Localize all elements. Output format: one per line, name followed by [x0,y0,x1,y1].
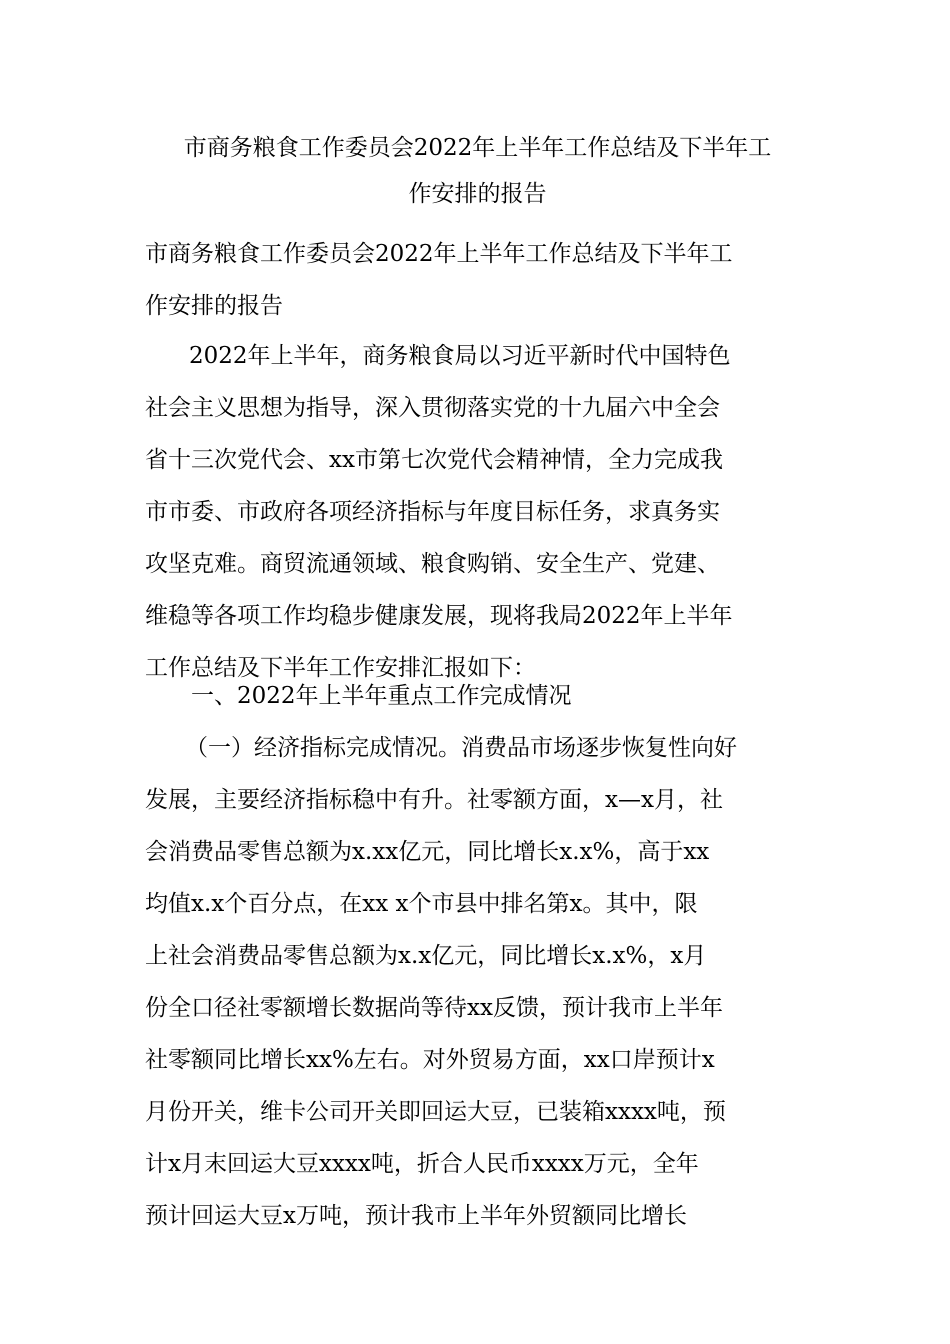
sub-line-4: 均值x.x个百分点，在xx x个市县中排名第x。其中，限 [145,891,698,917]
subtitle-line-2: 作安排的报告 [145,293,283,319]
sub-line-6: 份全口径社零额增长数据尚等待xx反馈，预计我市上半年 [145,995,723,1021]
document-subtitle [145,228,810,332]
title-line-1: 市商务粮食工作委员会2022年上半年工作总结及下半年工 [183,135,772,161]
section-heading: 一、2022年上半年重点工作完成情况 [191,683,572,709]
intro-line-1: 2022年上半年，商务粮食局以习近平新时代中国特色 [189,343,731,369]
sub-line-2: 发展，主要经济指标稳中有升。社零额方面，x—x月，社 [145,787,723,813]
sub-line-8: 月份开关，维卡公司开关即回运大豆，已装箱xxxx吨，预 [145,1099,726,1125]
sub-line-5: 上社会消费品零售总额为x.x亿元，同比增长x.x%，x月 [145,943,707,969]
sub-line-1: （一）经济指标完成情况。消费品市场逐步恢复性向好 [185,735,737,761]
sub-line-3: 会消费品零售总额为x.xx亿元，同比增长x.x%，高于xx [145,839,710,865]
sub-line-9: 计x月末回运大豆xxxx吨，折合人民币xxxx万元，全年 [145,1151,699,1177]
intro-line-7: 工作总结及下半年工作安排汇报如下： [145,655,536,681]
intro-line-2: 社会主义思想为指导，深入贯彻落实党的十九届六中全会 [145,395,720,421]
intro-line-5: 攻坚克难。商贸流通领域、粮食购销、安全生产、党建、 [145,551,720,577]
subtitle-line-1: 市商务粮食工作委员会2022年上半年工作总结及下半年工 [145,241,733,267]
economic-indicators-paragraph [145,722,810,1242]
document-title [145,125,810,217]
intro-paragraph [145,330,810,694]
title-line-2: 作安排的报告 [408,181,547,207]
intro-line-3: 省十三次党代会、xx市第七次党代会精神情，全力完成我 [145,447,723,473]
section-heading-block [145,670,810,722]
intro-line-4: 市市委、市政府各项经济指标与年度目标任务，求真务实 [145,499,720,525]
intro-line-6: 维稳等各项工作均稳步健康发展，现将我局2022年上半年 [145,603,733,629]
sub-line-10: 预计回运大豆x万吨，预计我市上半年外贸额同比增长 [145,1203,687,1229]
sub-line-7: 社零额同比增长xx%左右。对外贸易方面，xx口岸预计x [145,1047,715,1073]
